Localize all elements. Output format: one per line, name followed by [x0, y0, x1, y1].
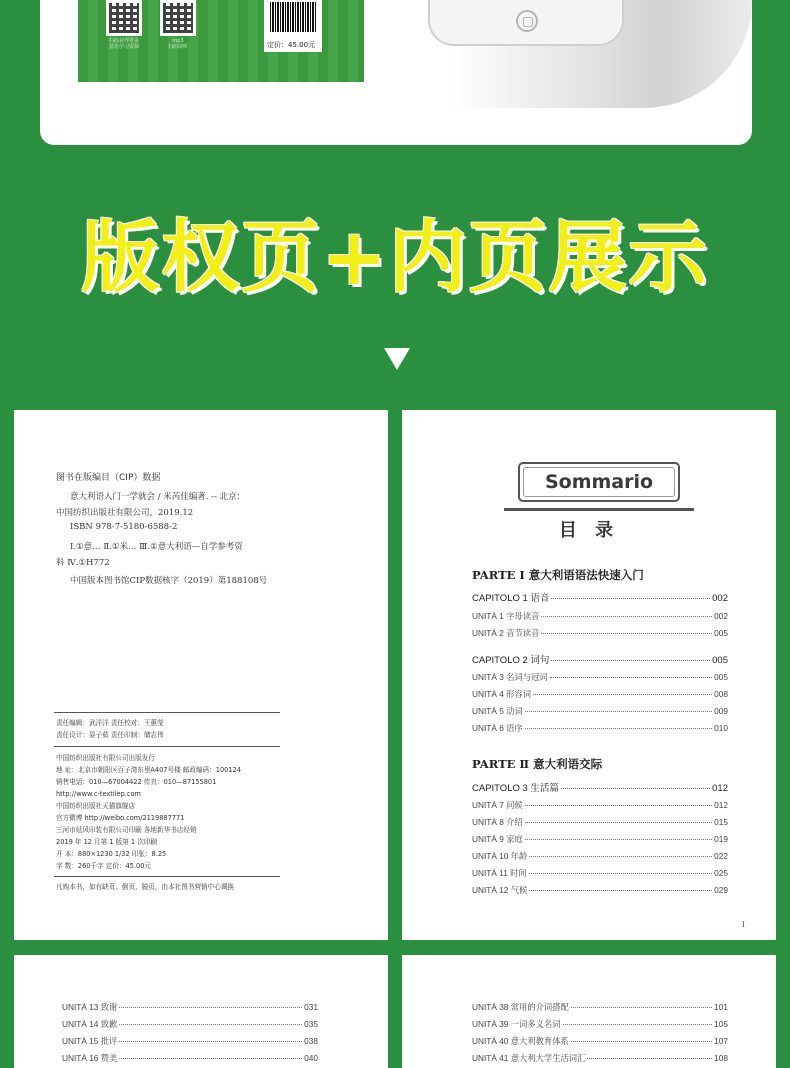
- sommario-label: Sommario: [544, 471, 654, 493]
- imprint-line: 地 址：北京市朝阳区百子湾东里A407号楼 邮政编码：100124: [56, 766, 241, 774]
- imprint-line: 中国纺织出版社有限公司出版发行: [56, 754, 155, 762]
- toc-entry-label: UNITÀ 3 名词与冠词: [472, 672, 548, 682]
- toc-entry-label: UNITÀ 41 意大利大学生活词汇: [472, 1053, 586, 1063]
- cip-line: ISBN 978-7-5180-6588-2: [70, 522, 178, 532]
- toc-page: [402, 410, 776, 940]
- cip-title: 图书在版编目（CIP）数据: [56, 473, 161, 483]
- toc-entry[interactable]: [472, 884, 728, 897]
- barcode-icon: [270, 2, 316, 32]
- toc-entry-label: UNITÀ 16 赞美: [62, 1053, 118, 1063]
- imprint-line: 2019 年 12 月第 1 版第 1 次印刷: [56, 838, 157, 846]
- divider: [504, 508, 694, 511]
- toc-entry-label: UNITÀ 13 致谢: [62, 1002, 118, 1012]
- toc-entry-label: UNITÀ 38 常用的介词搭配: [472, 1002, 569, 1012]
- cip-line: 中国版本图书馆CIP数据核字（2019）第188108号: [70, 576, 268, 586]
- toc-entry-label: UNITÀ 6 语序: [472, 723, 523, 733]
- toc-entry-label: UNITÀ 4 形容词: [472, 689, 532, 699]
- toc-entry-page: 005: [712, 655, 728, 666]
- imprint-line: 三河市延风印装有限公司印刷 各地新华书店经销: [56, 826, 197, 834]
- imprint-line: 中国纺织出版社天猫旗舰店: [56, 802, 136, 810]
- imprint-note: 凡购本书，如有缺页、倒页、脱页，由本社图书营销中心调换: [56, 883, 235, 891]
- toc-entry-page: 101: [714, 1002, 728, 1012]
- toc-entry-page: 022: [714, 851, 728, 861]
- toc-entry[interactable]: [472, 833, 728, 846]
- toc-entry-label: UNITÀ 9 家庭: [472, 834, 523, 844]
- toc-entry-page: 040: [304, 1053, 318, 1063]
- toc-entry-page: 107: [714, 1036, 728, 1046]
- cip-line: 料 Ⅳ.①H772: [56, 558, 110, 568]
- toc-entry-label: UNITÀ 39 一词多义名词: [472, 1019, 561, 1029]
- cip-line: Ⅰ.①意… Ⅱ.①米… Ⅲ.①意大利语—自学参考资: [70, 542, 243, 552]
- imprint-line: http://www.c-textilep.com: [56, 790, 141, 798]
- toc-entry-page: 010: [714, 723, 728, 733]
- toc-entry[interactable]: [472, 722, 728, 735]
- toc-entry[interactable]: [472, 705, 728, 718]
- toc-entry-page: 019: [714, 834, 728, 844]
- page-number: I: [742, 921, 745, 929]
- toc-entry[interactable]: [472, 780, 728, 793]
- toc-entry-page: 108: [714, 1053, 728, 1063]
- imprint-line: 销售电话：010—67004422 传真：010—87155801: [56, 778, 217, 786]
- book-back-cover: [78, 0, 364, 82]
- toc-entry-page: 031: [304, 1002, 318, 1012]
- toc-entry-label: UNITÀ 8 介绍: [472, 817, 523, 827]
- qr-code-icon: [160, 0, 196, 36]
- part-heading: PARTE Ⅱ 意大利语交际: [472, 757, 603, 771]
- toc-entry[interactable]: [472, 1052, 728, 1065]
- toc-entry-page: 002: [714, 611, 728, 621]
- divider: [54, 712, 280, 713]
- cip-line: 意大利语入门一学就会 / 米芮佳编著. -- 北京：: [70, 492, 246, 502]
- toc-entry-label: UNITÀ 5 动词: [472, 706, 523, 716]
- qr-caption: 扫码获得更多 意语学习资源: [108, 38, 139, 50]
- toc-entry[interactable]: [62, 1035, 318, 1048]
- toc-entry[interactable]: [472, 671, 728, 684]
- sommario-badge: [518, 462, 680, 502]
- divider: [54, 876, 280, 877]
- book-price: 定价：45.00元: [267, 41, 316, 49]
- toc-entry[interactable]: [472, 867, 728, 880]
- toc-entry-page: 015: [714, 817, 728, 827]
- toc-entry[interactable]: [472, 627, 728, 640]
- toc-page-continued: [14, 955, 388, 1068]
- toc-entry[interactable]: [472, 799, 728, 812]
- imprint-line: 字 数：260千字 定价：45.00元: [56, 862, 151, 870]
- cip-line: 中国纺织出版社有限公司，2019.12: [56, 508, 194, 518]
- toc-entry[interactable]: [472, 590, 728, 603]
- toc-entry[interactable]: [62, 1052, 318, 1065]
- toc-entry[interactable]: [472, 1035, 728, 1048]
- toc-entry-label: UNITÀ 15 批评: [62, 1036, 118, 1046]
- toc-entry-label: UNITÀ 10 年龄: [472, 851, 528, 861]
- qr-code-icon: [106, 0, 142, 36]
- phone-image: [428, 0, 624, 46]
- toc-entry-page: 008: [714, 689, 728, 699]
- toc-page-continued: [402, 955, 776, 1068]
- toc-entry-page: 038: [304, 1036, 318, 1046]
- toc-entry-label: CAPITOLO 1 语音: [472, 593, 550, 604]
- toc-entry-page: 012: [712, 783, 728, 794]
- toc-entry[interactable]: [472, 1018, 728, 1031]
- toc-entry-label: UNITÀ 11 时间: [472, 868, 527, 878]
- toc-entry-page: 029: [714, 885, 728, 895]
- copyright-page: [14, 410, 388, 940]
- toc-entry[interactable]: [472, 652, 728, 665]
- toc-entry-label: CAPITOLO 3 生活篇: [472, 783, 559, 794]
- imprint-line: 责任设计：晏子茹 责任印制：储志伟: [56, 731, 164, 739]
- toc-entry-page: 009: [714, 706, 728, 716]
- imprint-line: 官方微博 http://weibo.com/2119887771: [56, 814, 185, 822]
- part-heading: PARTE Ⅰ 意大利语语法快速入门: [472, 568, 644, 582]
- toc-entry-label: UNITÀ 7 问候: [472, 800, 523, 810]
- toc-entry-label: UNITÀ 40 意大利教育体系: [472, 1036, 569, 1046]
- toc-entry-label: UNITÀ 1 字母读音: [472, 611, 540, 621]
- toc-entry[interactable]: [62, 1018, 318, 1031]
- imprint-line: 开 本：880×1230 1/32 印张：8.25: [56, 850, 167, 858]
- toc-entry-label: CAPITOLO 2 词句: [472, 655, 550, 666]
- product-preview-card: [40, 0, 752, 145]
- toc-entry-page: 012: [714, 800, 728, 810]
- divider: [54, 746, 280, 747]
- toc-entry-page: 002: [712, 593, 728, 604]
- toc-entry[interactable]: [472, 850, 728, 863]
- toc-entry[interactable]: [472, 610, 728, 623]
- barcode: [264, 0, 322, 52]
- toc-entry[interactable]: [62, 1001, 318, 1014]
- toc-entry-page: 005: [714, 628, 728, 638]
- section-headline: 版权页+内页展示: [81, 213, 709, 303]
- toc-entry-label: UNITÀ 14 致歉: [62, 1019, 118, 1029]
- toc-entry-page: 105: [714, 1019, 728, 1029]
- imprint-line: 责任编辑：武洋洋 责任校对：王蕙莹: [56, 719, 164, 727]
- toc-entry-page: 005: [714, 672, 728, 682]
- toc-entry-page: 025: [714, 868, 728, 878]
- toc-entry-label: UNITÀ 12 气候: [472, 885, 528, 895]
- qr-caption: mp3 扫码即听: [167, 38, 188, 50]
- toc-entry-label: UNITÀ 2 音节读音: [472, 628, 540, 638]
- toc-entry-page: 035: [304, 1019, 318, 1029]
- toc-title: 目 录: [558, 520, 620, 541]
- toc-entry[interactable]: [472, 816, 728, 829]
- down-arrow-icon: [384, 348, 410, 370]
- toc-entry[interactable]: [472, 688, 728, 701]
- home-button-icon: [516, 10, 538, 32]
- toc-entry[interactable]: [472, 1001, 728, 1014]
